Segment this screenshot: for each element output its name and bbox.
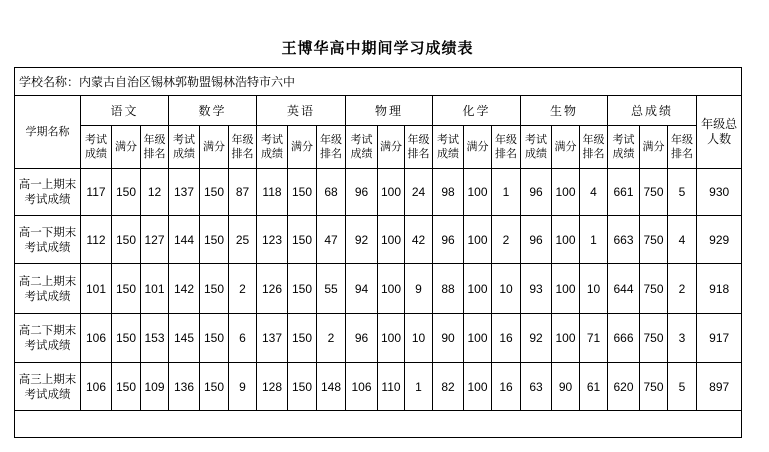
chinese-score-header: 考试成绩 [81, 126, 112, 169]
total-rank-header: 年级排名 [668, 126, 697, 169]
english-full-marks: 150 [288, 314, 317, 363]
subject-header-english: 英语 [257, 96, 346, 126]
table-row [15, 216, 742, 264]
biology-grade-rank: 4 [580, 169, 608, 216]
physics-full-header: 满分 [378, 126, 405, 169]
total-full-marks: 750 [640, 264, 668, 314]
english-exam-score: 137 [257, 314, 288, 363]
english-score-header: 考试成绩 [257, 126, 288, 169]
chinese-grade-rank: 109 [141, 363, 169, 411]
math-full-marks: 150 [200, 169, 229, 216]
english-rank-header: 年级排名 [317, 126, 346, 169]
table-row [15, 314, 742, 363]
biology-grade-rank: 71 [580, 314, 608, 363]
physics-exam-score: 94 [346, 264, 378, 314]
physics-grade-rank: 9 [405, 264, 433, 314]
math-exam-score: 136 [169, 363, 200, 411]
term-name-cell: 高一上期末考试成绩 [15, 169, 81, 216]
subject-header-biology: 生物 [521, 96, 608, 126]
chemistry-grade-rank: 2 [492, 216, 521, 264]
english-full-marks: 150 [288, 169, 317, 216]
biology-grade-rank: 1 [580, 216, 608, 264]
biology-full-header: 满分 [552, 126, 580, 169]
chemistry-grade-rank: 1 [492, 169, 521, 216]
total-grade-rank: 3 [668, 314, 697, 363]
english-full-marks: 150 [288, 264, 317, 314]
chinese-full-marks: 150 [112, 264, 141, 314]
physics-full-marks: 100 [378, 264, 405, 314]
chemistry-grade-rank: 16 [492, 363, 521, 411]
biology-full-marks: 100 [552, 314, 580, 363]
biology-exam-score: 96 [521, 169, 552, 216]
physics-grade-rank: 42 [405, 216, 433, 264]
math-exam-score: 144 [169, 216, 200, 264]
english-grade-rank: 68 [317, 169, 346, 216]
english-grade-rank: 47 [317, 216, 346, 264]
chinese-full-marks: 150 [112, 363, 141, 411]
total-exam-score: 666 [608, 314, 640, 363]
term-name-header: 学期名称 [15, 96, 81, 169]
subject-header-physics: 物理 [346, 96, 433, 126]
biology-grade-rank: 61 [580, 363, 608, 411]
chinese-grade-rank: 101 [141, 264, 169, 314]
total-students-cell: 929 [697, 216, 742, 264]
physics-full-marks: 100 [378, 216, 405, 264]
term-name-cell: 高二下期末考试成绩 [15, 314, 81, 363]
subject-header-total: 总成绩 [608, 96, 697, 126]
biology-full-marks: 100 [552, 169, 580, 216]
english-exam-score: 118 [257, 169, 288, 216]
biology-grade-rank: 10 [580, 264, 608, 314]
chinese-exam-score: 106 [81, 363, 112, 411]
total-full-header: 满分 [640, 126, 668, 169]
chinese-full-marks: 150 [112, 169, 141, 216]
chemistry-grade-rank: 16 [492, 314, 521, 363]
biology-full-marks: 90 [552, 363, 580, 411]
chinese-full-marks: 150 [112, 314, 141, 363]
english-grade-rank: 2 [317, 314, 346, 363]
school-name: 学校名称：内蒙古自治区锡林郭勒盟锡林浩特市六中 [15, 68, 742, 96]
chinese-grade-rank: 12 [141, 169, 169, 216]
chemistry-full-header: 满分 [464, 126, 492, 169]
english-grade-rank: 148 [317, 363, 346, 411]
chinese-grade-rank: 127 [141, 216, 169, 264]
subject-header-math: 数学 [169, 96, 257, 126]
table-row [15, 169, 742, 216]
total-students-cell: 897 [697, 363, 742, 411]
total-grade-rank: 4 [668, 216, 697, 264]
biology-score-header: 考试成绩 [521, 126, 552, 169]
sub-header-row [15, 126, 742, 169]
chemistry-score-header: 考试成绩 [433, 126, 464, 169]
biology-full-marks: 100 [552, 264, 580, 314]
total-score-header: 考试成绩 [608, 126, 640, 169]
total-students-header: 年级总人数 [697, 96, 742, 169]
chinese-exam-score: 106 [81, 314, 112, 363]
grade-table [14, 67, 742, 438]
chemistry-exam-score: 82 [433, 363, 464, 411]
math-score-header: 考试成绩 [169, 126, 200, 169]
term-name-cell: 高一下期末考试成绩 [15, 216, 81, 264]
chemistry-full-marks: 100 [464, 314, 492, 363]
table-row [15, 264, 742, 314]
math-full-header: 满分 [200, 126, 229, 169]
total-grade-rank: 5 [668, 363, 697, 411]
physics-exam-score: 92 [346, 216, 378, 264]
chemistry-full-marks: 100 [464, 363, 492, 411]
chinese-exam-score: 117 [81, 169, 112, 216]
school-row [15, 68, 742, 96]
physics-rank-header: 年级排名 [405, 126, 433, 169]
chemistry-exam-score: 96 [433, 216, 464, 264]
physics-grade-rank: 10 [405, 314, 433, 363]
biology-exam-score: 92 [521, 314, 552, 363]
total-grade-rank: 5 [668, 169, 697, 216]
math-full-marks: 150 [200, 216, 229, 264]
biology-exam-score: 96 [521, 216, 552, 264]
term-name-cell: 高三上期末考试成绩 [15, 363, 81, 411]
chemistry-exam-score: 98 [433, 169, 464, 216]
physics-grade-rank: 1 [405, 363, 433, 411]
biology-exam-score: 93 [521, 264, 552, 314]
biology-full-marks: 100 [552, 216, 580, 264]
total-full-marks: 750 [640, 169, 668, 216]
english-full-header: 满分 [288, 126, 317, 169]
total-exam-score: 661 [608, 169, 640, 216]
math-exam-score: 142 [169, 264, 200, 314]
total-grade-rank: 2 [668, 264, 697, 314]
total-students-cell: 930 [697, 169, 742, 216]
physics-grade-rank: 24 [405, 169, 433, 216]
math-exam-score: 145 [169, 314, 200, 363]
document-title: 王博华高中期间学习成绩表 [281, 39, 474, 57]
term-name-cell: 高二上期末考试成绩 [15, 264, 81, 314]
chemistry-exam-score: 88 [433, 264, 464, 314]
table-row [15, 363, 742, 411]
total-full-marks: 750 [640, 363, 668, 411]
empty-row [15, 411, 742, 438]
english-full-marks: 150 [288, 363, 317, 411]
english-exam-score: 128 [257, 363, 288, 411]
chemistry-full-marks: 100 [464, 264, 492, 314]
math-grade-rank: 9 [229, 363, 257, 411]
math-grade-rank: 2 [229, 264, 257, 314]
total-full-marks: 750 [640, 314, 668, 363]
chinese-exam-score: 112 [81, 216, 112, 264]
math-grade-rank: 87 [229, 169, 257, 216]
physics-full-marks: 100 [378, 169, 405, 216]
math-full-marks: 150 [200, 314, 229, 363]
english-exam-score: 123 [257, 216, 288, 264]
chinese-exam-score: 101 [81, 264, 112, 314]
chemistry-full-marks: 100 [464, 216, 492, 264]
chemistry-rank-header: 年级排名 [492, 126, 521, 169]
total-students-cell: 917 [697, 314, 742, 363]
biology-rank-header: 年级排名 [580, 126, 608, 169]
total-exam-score: 663 [608, 216, 640, 264]
math-full-marks: 150 [200, 363, 229, 411]
english-grade-rank: 55 [317, 264, 346, 314]
physics-full-marks: 110 [378, 363, 405, 411]
total-exam-score: 620 [608, 363, 640, 411]
chinese-grade-rank: 153 [141, 314, 169, 363]
chinese-rank-header: 年级排名 [141, 126, 169, 169]
subject-header-chemistry: 化学 [433, 96, 521, 126]
physics-exam-score: 106 [346, 363, 378, 411]
total-exam-score: 644 [608, 264, 640, 314]
physics-score-header: 考试成绩 [346, 126, 378, 169]
chinese-full-header: 满分 [112, 126, 141, 169]
chinese-full-marks: 150 [112, 216, 141, 264]
total-full-marks: 750 [640, 216, 668, 264]
chemistry-full-marks: 100 [464, 169, 492, 216]
chemistry-exam-score: 90 [433, 314, 464, 363]
math-grade-rank: 6 [229, 314, 257, 363]
english-exam-score: 126 [257, 264, 288, 314]
total-students-cell: 918 [697, 264, 742, 314]
math-rank-header: 年级排名 [229, 126, 257, 169]
physics-exam-score: 96 [346, 314, 378, 363]
biology-exam-score: 63 [521, 363, 552, 411]
physics-exam-score: 96 [346, 169, 378, 216]
subject-header-chinese: 语文 [81, 96, 169, 126]
subject-header-row [15, 96, 742, 126]
empty-cell [15, 411, 742, 438]
math-grade-rank: 25 [229, 216, 257, 264]
physics-full-marks: 100 [378, 314, 405, 363]
english-full-marks: 150 [288, 216, 317, 264]
math-full-marks: 150 [200, 264, 229, 314]
chemistry-grade-rank: 10 [492, 264, 521, 314]
math-exam-score: 137 [169, 169, 200, 216]
